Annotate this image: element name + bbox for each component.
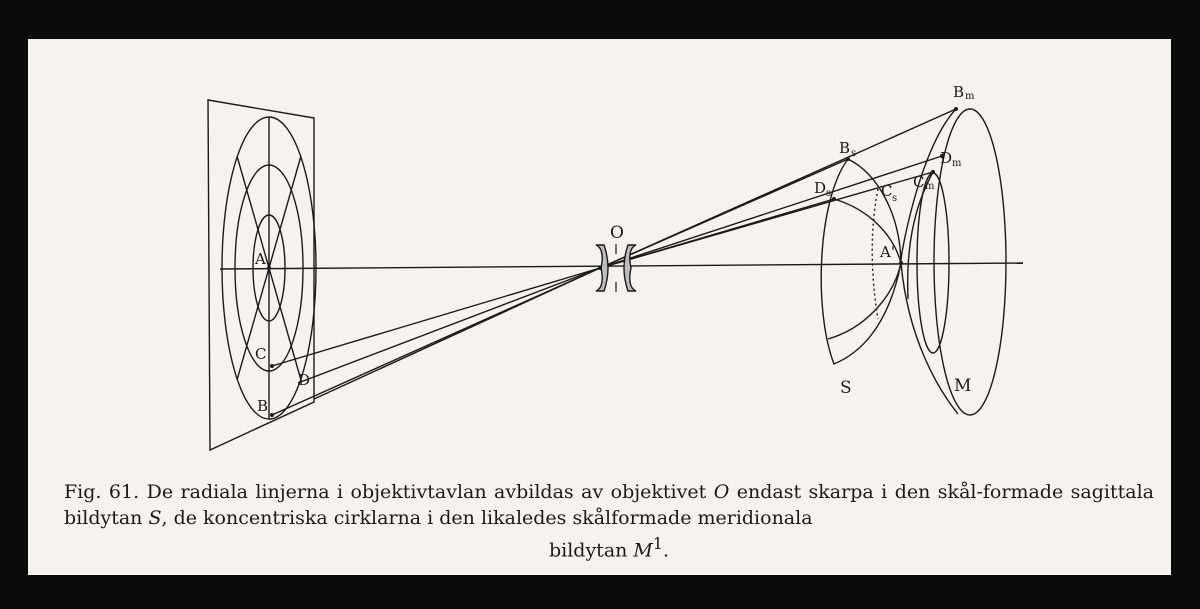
caption-part2: endast skarpa i den skål-formade sagittala bildytan [64, 481, 1154, 529]
caption-part3: , de koncentriska cirklarna i den likaledes skålformade meridionala [161, 507, 813, 529]
label-Cm-sub: m [925, 181, 935, 192]
label-C: C [255, 345, 267, 363]
caption-M: M [633, 539, 653, 562]
caption-part4: bildytan [548, 539, 634, 562]
caption-line3 [64, 531, 1154, 563]
lens-right-element [624, 245, 636, 291]
sagittal-surface-inner [872, 189, 878, 319]
ray [600, 199, 834, 268]
point-Bs [846, 157, 850, 161]
point-Cm [931, 170, 935, 174]
label-Dm: D [940, 149, 953, 167]
point-Ds [832, 197, 836, 201]
ray [600, 159, 848, 268]
optics-diagram [28, 39, 1171, 479]
caption-S: S [148, 507, 162, 529]
point-B [270, 413, 274, 417]
caption-O: O [713, 481, 730, 503]
label-Bs-sub: s [851, 148, 857, 159]
slide [28, 39, 1171, 575]
label-Ds-sub: s [826, 188, 832, 199]
label-Bs: B [839, 139, 851, 157]
label-Cs: C [881, 182, 893, 200]
label-Bm: B [953, 83, 965, 101]
point-A [267, 266, 271, 270]
label-Ds: D [814, 179, 827, 197]
caption-footnote-ref: 1 [652, 534, 663, 553]
label-B: B [257, 397, 269, 415]
point-A-prime [899, 261, 903, 265]
ray [298, 268, 600, 383]
label-Cs-sub: s [892, 193, 898, 204]
ray [314, 268, 600, 399]
label-Bm-sub: m [965, 91, 975, 102]
label-M: M [954, 376, 972, 396]
figure-caption [64, 479, 1154, 563]
point-O [598, 266, 602, 270]
caption-end: . [662, 539, 670, 562]
point-C [270, 364, 274, 368]
label-A-prime: A' [880, 243, 895, 261]
ray [272, 268, 600, 366]
caption-part1: Fig. 61. De radiala linjerna i objektivtavlan avbildas av objektivet [64, 481, 714, 503]
point-Bm [954, 107, 958, 111]
label-A: A [255, 250, 266, 268]
label-Dm-sub: m [952, 158, 962, 169]
label-Cm: C [913, 173, 925, 191]
label-S: S [840, 378, 852, 398]
label-D: D [298, 371, 311, 389]
label-O: O [610, 223, 624, 243]
